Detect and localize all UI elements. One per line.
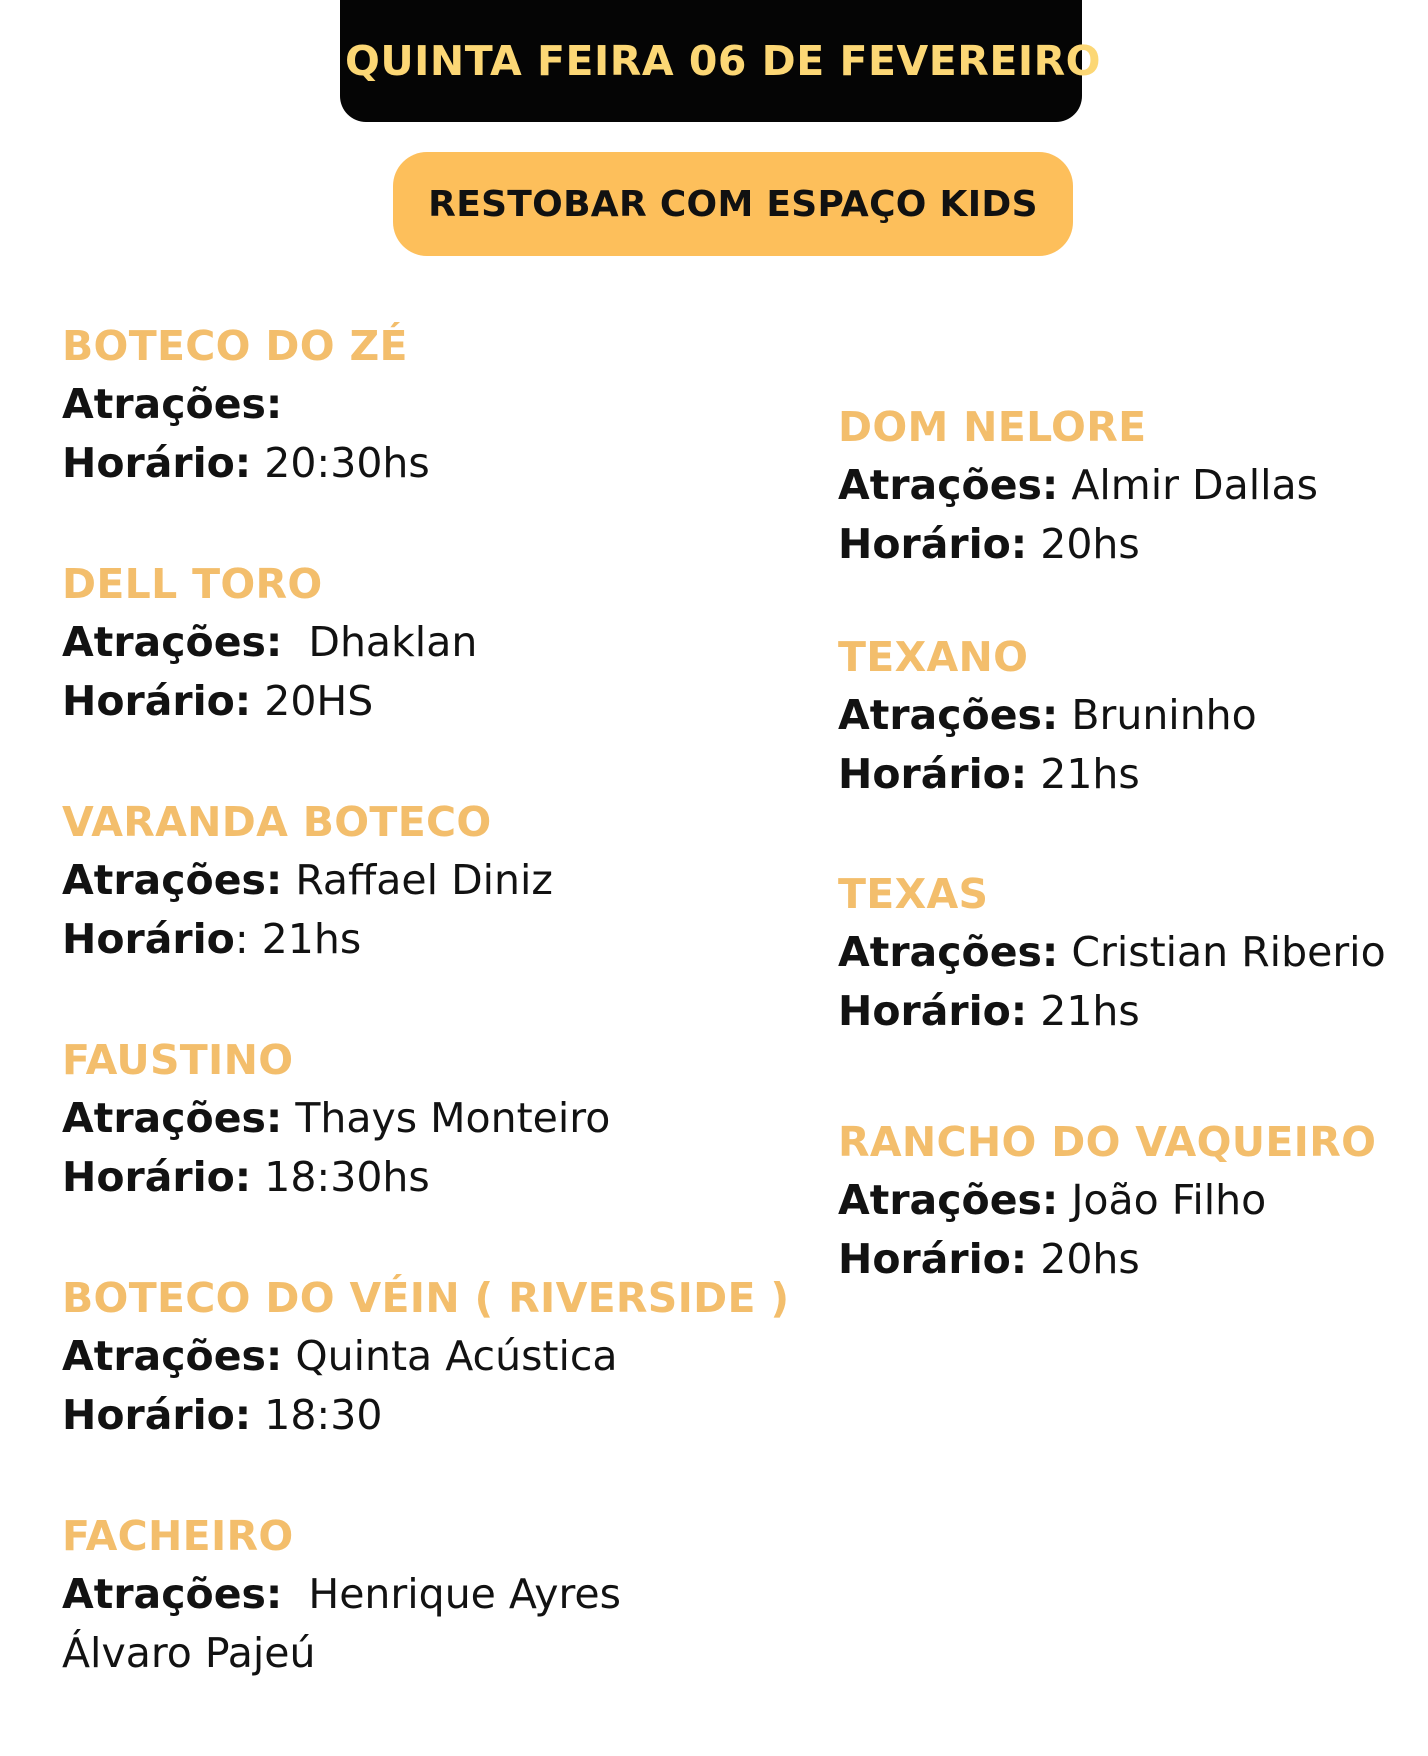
time-value: 18:30 (264, 1391, 383, 1439)
attractions-value: João Filho (1071, 1176, 1267, 1224)
attractions-label: Atrações: (62, 618, 283, 666)
venue-attractions (838, 686, 1257, 745)
attractions-value: Almir Dallas (1071, 461, 1318, 509)
time-label: Horário: (838, 750, 1028, 798)
time-label: Horário: (838, 520, 1028, 568)
venue-name: BOTECO DO VÉIN ( RIVERSIDE ) (62, 1274, 790, 1322)
venue-time (62, 672, 477, 731)
time-label: Horário: (838, 1235, 1028, 1283)
venue-name: TEXANO (838, 633, 1029, 681)
attractions-label: Atrações: (62, 856, 283, 904)
time-value: 18:30hs (264, 1153, 430, 1201)
attractions-label: Atrações: (62, 380, 283, 428)
venue-time (62, 1386, 789, 1445)
attractions-value: Dhaklan (308, 618, 478, 666)
time-label: Horário (62, 915, 235, 963)
venue-time: Horário: 21hs (62, 915, 362, 963)
date-title: QUINTA FEIRA 06 DE FEVEREIRO (345, 37, 1102, 85)
attractions-value: Cristian Riberio (1071, 928, 1386, 976)
venue-time (838, 515, 1318, 574)
time-label: Horário: (62, 1391, 252, 1439)
venue-facheiro (62, 1507, 621, 1683)
venue-dom-nelore (838, 398, 1318, 574)
venue-attractions (62, 1089, 610, 1148)
attractions-value: Thays Monteiro (295, 1094, 611, 1142)
attractions-label: Atrações: (838, 691, 1059, 739)
venue-boteco-do-vein (62, 1269, 789, 1445)
attractions-label: Atrações: (62, 1094, 283, 1142)
venue-texano (838, 628, 1257, 804)
venue-time (62, 1148, 610, 1207)
attractions-value: Raffael Diniz (295, 856, 553, 904)
venue-name: TEXAS (838, 870, 989, 918)
venue-time (838, 745, 1257, 804)
attractions-value: Quinta Acústica (295, 1332, 618, 1380)
venue-attractions-extra: Álvaro Pajeú (62, 1629, 316, 1677)
attractions-label: Atrações: (62, 1570, 283, 1618)
venue-faustino (62, 1031, 610, 1207)
venue-boteco-do-ze (62, 317, 430, 493)
attractions-label: Atrações: (838, 928, 1059, 976)
category-badge (393, 152, 1073, 256)
venue-attractions (62, 1327, 789, 1386)
attractions-value: Henrique Ayres (308, 1570, 621, 1618)
venue-attractions (62, 1565, 621, 1624)
attractions-label: Atrações: (62, 1332, 283, 1380)
time-label: Horário: (62, 439, 252, 487)
attractions-value: Bruninho (1071, 691, 1257, 739)
venue-name: FAUSTINO (62, 1036, 294, 1084)
venue-attractions (838, 1171, 1376, 1230)
venue-attractions (62, 375, 430, 434)
venue-name: DELL TORO (62, 560, 323, 608)
venue-attractions (838, 923, 1386, 982)
venue-time (62, 434, 430, 493)
attractions-label: Atrações: (838, 1176, 1059, 1224)
time-value: 20hs (1040, 520, 1140, 568)
time-label: Horário: (62, 677, 252, 725)
date-banner (340, 0, 1102, 122)
time-value: 20HS (264, 677, 374, 725)
category-label: RESTOBAR COM ESPAÇO KIDS (428, 183, 1038, 225)
venue-name: FACHEIRO (62, 1512, 294, 1560)
time-value: 20hs (1040, 1235, 1140, 1283)
venue-varanda-boteco (62, 793, 553, 969)
time-value: 21hs (261, 915, 362, 963)
venue-time (838, 1230, 1376, 1289)
venue-name: BOTECO DO ZÉ (62, 322, 408, 370)
venue-texas (838, 865, 1386, 1041)
time-value: 21hs (1040, 750, 1140, 798)
venue-attractions (838, 456, 1318, 515)
time-value: 21hs (1040, 987, 1140, 1035)
venue-name: DOM NELORE (838, 403, 1147, 451)
venue-attractions (62, 851, 553, 910)
venue-dell-toro (62, 555, 477, 731)
venue-name: VARANDA BOTECO (62, 798, 492, 846)
attractions-label: Atrações: (838, 461, 1059, 509)
venue-rancho-do-vaqueiro (838, 1113, 1376, 1289)
time-value: 20:30hs (264, 439, 430, 487)
time-label: Horário: (838, 987, 1028, 1035)
venue-attractions (62, 613, 477, 672)
time-label: Horário: (62, 1153, 252, 1201)
venue-name: RANCHO DO VAQUEIRO (838, 1118, 1377, 1166)
venue-time (838, 982, 1386, 1041)
